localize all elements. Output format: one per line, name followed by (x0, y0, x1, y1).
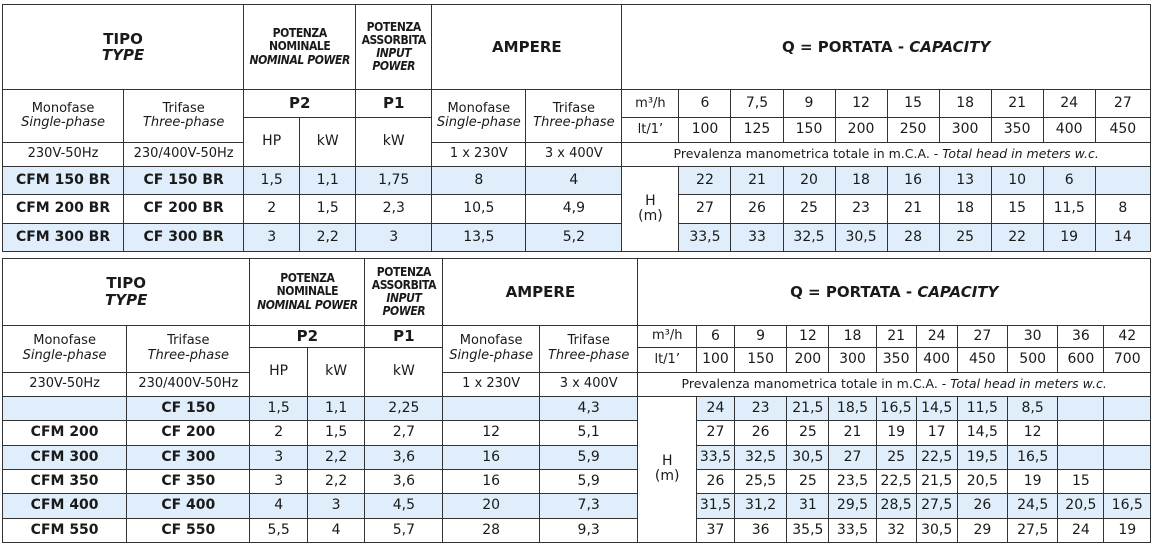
hp-value: 5,5 (250, 518, 307, 542)
capacity-lt-cell: 150 (783, 118, 835, 142)
p1-value: 2,25 (365, 396, 443, 420)
head-value: 21,5 (787, 396, 829, 420)
trifase-header: Trifase Three-phase (127, 325, 250, 372)
head-value: 25 (939, 223, 991, 251)
model-cfm: CFM 550 (3, 518, 127, 542)
p1-header: P1 (356, 90, 432, 118)
head-value: 26 (731, 195, 783, 223)
capacity-lt-cell: 700 (1104, 348, 1151, 372)
head-value: 14,5 (957, 421, 1007, 445)
head-value: 19 (876, 421, 916, 445)
amp-mono-value: 12 (443, 421, 540, 445)
kw-header: kW (307, 348, 364, 397)
amp-mono-value (443, 396, 540, 420)
head-value: 22 (679, 166, 731, 194)
model-cfm: CFM 350 (3, 469, 127, 493)
model-cf: CF 200 (127, 421, 250, 445)
head-value: 27 (829, 445, 876, 469)
total-head-note: Prevalenza manometrica totale in m.C.A. - Total head in meters w.c. (638, 372, 1151, 396)
head-value: 29 (957, 518, 1007, 542)
capacity-m3h-cell: 18 (939, 90, 991, 118)
m3h-label: m³/h (638, 325, 697, 347)
head-value: 18,5 (829, 396, 876, 420)
head-value: 26 (957, 494, 1007, 518)
head-value: 31,2 (734, 494, 786, 518)
pump-table-2 (2, 258, 1151, 543)
head-value: 27,5 (1008, 518, 1058, 542)
head-value: 33,5 (829, 518, 876, 542)
kw-value: 1,1 (307, 396, 364, 420)
table-row (3, 396, 1151, 420)
lt-label: lt/1’ (622, 118, 679, 142)
head-value (1104, 445, 1151, 469)
head-value: 28,5 (876, 494, 916, 518)
tipo-header: TIPO TYPE (3, 259, 250, 326)
p2-header: P2 (250, 325, 365, 347)
kw-value: 1,5 (300, 195, 356, 223)
head-value: 8,5 (1008, 396, 1058, 420)
capacity-m3h-cell: 12 (835, 90, 887, 118)
kw-value: 3 (307, 494, 364, 518)
capacity-lt-cell: 350 (991, 118, 1043, 142)
table-row (3, 518, 1151, 542)
ampere-header: AMPERE (443, 259, 638, 326)
head-value: 13 (939, 166, 991, 194)
head-value (1058, 396, 1104, 420)
head-value: 19 (1008, 469, 1058, 493)
capacity-m3h-cell: 7,5 (731, 90, 783, 118)
capacity-m3h-cell: 42 (1104, 325, 1151, 347)
nominal-power-header: POTENZA NOMINALE NOMINAL POWER (250, 259, 365, 326)
capacity-lt-cell: 100 (696, 348, 734, 372)
m3h-label: m³/h (622, 90, 679, 118)
capacity-m3h-cell: 30 (1008, 325, 1058, 347)
head-value: 25 (787, 469, 829, 493)
voltage-tri: 230/400V-50Hz (127, 372, 250, 396)
head-value: 23 (835, 195, 887, 223)
head-value: 30,5 (835, 223, 887, 251)
head-value: 24 (1058, 518, 1104, 542)
head-value: 11,5 (1043, 195, 1095, 223)
hp-value: 1,5 (244, 166, 300, 194)
pump-table-1 (2, 4, 1151, 252)
head-value: 16 (887, 166, 939, 194)
kw-value: 2,2 (300, 223, 356, 251)
head-value: 22,5 (916, 445, 957, 469)
head-value: 21 (731, 166, 783, 194)
head-value: 26 (696, 469, 734, 493)
capacity-m3h-cell: 24 (916, 325, 957, 347)
amp-tri-value: 4,3 (539, 396, 638, 420)
head-value: 23,5 (829, 469, 876, 493)
input-power-header: POTENZA ASSORBITA INPUT POWER (365, 259, 443, 326)
head-value: 15 (991, 195, 1043, 223)
head-value: 20,5 (1058, 494, 1104, 518)
amp-tri-value: 5,2 (526, 223, 622, 251)
model-cfm: CFM 300 (3, 445, 127, 469)
kw-value: 1,1 (300, 166, 356, 194)
table-row (3, 421, 1151, 445)
capacity-lt-cell: 300 (829, 348, 876, 372)
head-value: 35,5 (787, 518, 829, 542)
head-value: 21,5 (916, 469, 957, 493)
amp-mono-value: 16 (443, 469, 540, 493)
capacity-m3h-cell: 36 (1058, 325, 1104, 347)
head-value: 16,5 (876, 396, 916, 420)
ampere-voltage-mono: 1 x 230V (443, 372, 540, 396)
amp-mono-value: 10,5 (432, 195, 526, 223)
kw-value: 2,2 (307, 445, 364, 469)
head-value: 30,5 (787, 445, 829, 469)
amp-mono-value: 16 (443, 445, 540, 469)
p1-value: 2,7 (365, 421, 443, 445)
head-value: 22,5 (876, 469, 916, 493)
p1-value: 4,5 (365, 494, 443, 518)
p1-header: P1 (365, 325, 443, 347)
amp-mono-value: 13,5 (432, 223, 526, 251)
head-value: 16,5 (1008, 445, 1058, 469)
capacity-lt-cell: 250 (887, 118, 939, 142)
head-value: 36 (734, 518, 786, 542)
capacity-m3h-cell: 9 (783, 90, 835, 118)
ampere-voltage-tri: 3 x 400V (526, 142, 622, 166)
head-value (1104, 421, 1151, 445)
head-value: 27 (679, 195, 731, 223)
head-value: 25 (783, 195, 835, 223)
ampere-header: AMPERE (432, 5, 622, 90)
amp-tri-value: 4 (526, 166, 622, 194)
amp-tri-value: 4,9 (526, 195, 622, 223)
ampere-tri-header: Trifase Three-phase (526, 90, 622, 143)
capacity-lt-cell: 450 (957, 348, 1007, 372)
head-value: 18 (835, 166, 887, 194)
head-value (1095, 166, 1150, 194)
head-value: 19 (1043, 223, 1095, 251)
capacity-lt-cell: 600 (1058, 348, 1104, 372)
hp-value: 2 (250, 421, 307, 445)
table-row (3, 469, 1151, 493)
head-value: 23 (734, 396, 786, 420)
p1-value: 3 (356, 223, 432, 251)
hp-header: HP (244, 118, 300, 167)
capacity-m3h-cell: 6 (679, 90, 731, 118)
model-cfm: CFM 300 BR (3, 223, 124, 251)
head-value: 10 (991, 166, 1043, 194)
table-row (3, 494, 1151, 518)
capacity-lt-cell: 500 (1008, 348, 1058, 372)
capacity-m3h-cell: 21 (991, 90, 1043, 118)
voltage-tri: 230/400V-50Hz (124, 142, 244, 166)
model-cfm (3, 396, 127, 420)
amp-mono-value: 28 (443, 518, 540, 542)
voltage-mono: 230V-50Hz (3, 372, 127, 396)
tipo-header: TIPO TYPE (3, 5, 244, 90)
p1-kw-header: kW (356, 118, 432, 167)
head-value: 29,5 (829, 494, 876, 518)
head-value: 25,5 (734, 469, 786, 493)
head-value: 32,5 (783, 223, 835, 251)
head-value: 32 (876, 518, 916, 542)
p2-header: P2 (244, 90, 356, 118)
table-row (3, 223, 1151, 251)
head-value: 28 (887, 223, 939, 251)
head-value: 18 (939, 195, 991, 223)
head-value: 20 (783, 166, 835, 194)
hp-value: 4 (250, 494, 307, 518)
p1-value: 2,3 (356, 195, 432, 223)
ampere-tri-header: Trifase Three-phase (539, 325, 638, 372)
input-power-header: POTENZA ASSORBITA INPUT POWER (356, 5, 432, 90)
hp-value: 1,5 (250, 396, 307, 420)
model-cfm: CFM 150 BR (3, 166, 124, 194)
model-cf: CF 300 BR (124, 223, 244, 251)
head-value: 24 (696, 396, 734, 420)
model-cfm: CFM 400 (3, 494, 127, 518)
amp-tri-value: 7,3 (539, 494, 638, 518)
head-value: 19,5 (957, 445, 1007, 469)
head-value: 16,5 (1104, 494, 1151, 518)
capacity-m3h-cell: 18 (829, 325, 876, 347)
head-value: 25 (876, 445, 916, 469)
head-value: 14,5 (916, 396, 957, 420)
capacity-m3h-cell: 15 (887, 90, 939, 118)
head-value: 20,5 (957, 469, 1007, 493)
table-row (3, 166, 1151, 194)
trifase-header: Trifase Three-phase (124, 90, 244, 143)
amp-tri-value: 5,9 (539, 445, 638, 469)
nominal-power-header: POTENZA NOMINALE NOMINAL POWER (244, 5, 356, 90)
head-value: 26 (734, 421, 786, 445)
head-label: H (m) (638, 396, 697, 542)
capacity-header: Q = PORTATA - CAPACITY (622, 5, 1151, 90)
kw-header: kW (300, 118, 356, 167)
hp-value: 3 (250, 445, 307, 469)
p1-value: 5,7 (365, 518, 443, 542)
model-cf: CF 400 (127, 494, 250, 518)
monofase-header: Monofase Single-phase (3, 90, 124, 143)
amp-mono-value: 20 (443, 494, 540, 518)
ampere-voltage-mono: 1 x 230V (432, 142, 526, 166)
capacity-m3h-cell: 21 (876, 325, 916, 347)
ampere-voltage-tri: 3 x 400V (539, 372, 638, 396)
head-value: 8 (1095, 195, 1150, 223)
model-cf: CF 150 (127, 396, 250, 420)
voltage-mono: 230V-50Hz (3, 142, 124, 166)
head-value: 33 (731, 223, 783, 251)
p1-value: 1,75 (356, 166, 432, 194)
p1-value: 3,6 (365, 469, 443, 493)
head-value: 33,5 (679, 223, 731, 251)
head-value: 15 (1058, 469, 1104, 493)
head-value (1058, 421, 1104, 445)
head-value: 12 (1008, 421, 1058, 445)
hp-value: 2 (244, 195, 300, 223)
total-head-note: Prevalenza manometrica totale in m.C.A. - Total head in meters w.c. (622, 142, 1151, 166)
capacity-m3h-cell: 27 (1095, 90, 1150, 118)
capacity-lt-cell: 200 (787, 348, 829, 372)
kw-value: 4 (307, 518, 364, 542)
head-value: 27,5 (916, 494, 957, 518)
head-value: 22 (991, 223, 1043, 251)
capacity-m3h-cell: 24 (1043, 90, 1095, 118)
head-value (1104, 469, 1151, 493)
hp-value: 3 (250, 469, 307, 493)
table-row (3, 195, 1151, 223)
capacity-m3h-cell: 9 (734, 325, 786, 347)
model-cf: CF 150 BR (124, 166, 244, 194)
head-value: 21 (829, 421, 876, 445)
head-label: H (m) (622, 166, 679, 251)
capacity-header: Q = PORTATA - CAPACITY (638, 259, 1151, 326)
model-cf: CF 300 (127, 445, 250, 469)
head-value: 14 (1095, 223, 1150, 251)
head-value: 27 (696, 421, 734, 445)
capacity-lt-cell: 200 (835, 118, 887, 142)
monofase-header: Monofase Single-phase (3, 325, 127, 372)
hp-header: HP (250, 348, 307, 397)
capacity-lt-cell: 125 (731, 118, 783, 142)
capacity-lt-cell: 400 (916, 348, 957, 372)
head-value: 31,5 (696, 494, 734, 518)
lt-label: lt/1’ (638, 348, 697, 372)
model-cfm: CFM 200 BR (3, 195, 124, 223)
head-value: 37 (696, 518, 734, 542)
head-value: 11,5 (957, 396, 1007, 420)
head-value: 32,5 (734, 445, 786, 469)
kw-value: 1,5 (307, 421, 364, 445)
head-value: 24,5 (1008, 494, 1058, 518)
kw-value: 2,2 (307, 469, 364, 493)
amp-tri-value: 5,1 (539, 421, 638, 445)
head-value: 21 (887, 195, 939, 223)
capacity-lt-cell: 150 (734, 348, 786, 372)
model-cf: CF 200 BR (124, 195, 244, 223)
ampere-mono-header: Monofase Single-phase (432, 90, 526, 143)
amp-tri-value: 5,9 (539, 469, 638, 493)
head-value: 25 (787, 421, 829, 445)
p1-value: 3,6 (365, 445, 443, 469)
model-cf: CF 550 (127, 518, 250, 542)
head-value: 33,5 (696, 445, 734, 469)
amp-mono-value: 8 (432, 166, 526, 194)
table-row (3, 445, 1151, 469)
capacity-lt-cell: 350 (876, 348, 916, 372)
head-value: 30,5 (916, 518, 957, 542)
model-cf: CF 350 (127, 469, 250, 493)
capacity-m3h-cell: 6 (696, 325, 734, 347)
head-value (1058, 445, 1104, 469)
head-value: 19 (1104, 518, 1151, 542)
head-value: 17 (916, 421, 957, 445)
capacity-lt-cell: 300 (939, 118, 991, 142)
capacity-lt-cell: 100 (679, 118, 731, 142)
head-value: 31 (787, 494, 829, 518)
capacity-lt-cell: 400 (1043, 118, 1095, 142)
capacity-m3h-cell: 12 (787, 325, 829, 347)
head-value: 6 (1043, 166, 1095, 194)
capacity-lt-cell: 450 (1095, 118, 1150, 142)
capacity-m3h-cell: 27 (957, 325, 1007, 347)
hp-value: 3 (244, 223, 300, 251)
p1-kw-header: kW (365, 348, 443, 397)
model-cfm: CFM 200 (3, 421, 127, 445)
ampere-mono-header: Monofase Single-phase (443, 325, 540, 372)
head-value (1104, 396, 1151, 420)
amp-tri-value: 9,3 (539, 518, 638, 542)
